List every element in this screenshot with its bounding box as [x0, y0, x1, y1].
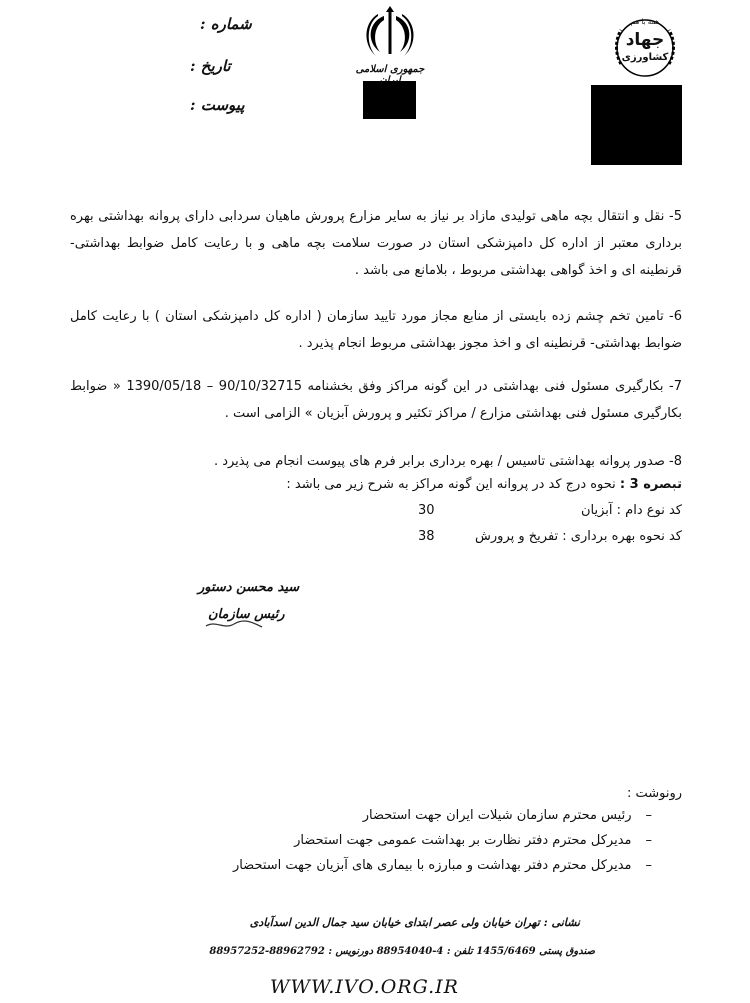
signatory-name: سید محسن دستور — [198, 580, 300, 595]
attachment-label: پیوست : — [190, 96, 245, 114]
iran-emblem — [350, 6, 430, 80]
code2-value: 38 — [418, 529, 435, 544]
cc-label: رونوشت : — [626, 786, 682, 801]
redaction-box — [363, 81, 416, 119]
emblem-caption: جمهوری اسلامی — [355, 64, 425, 75]
logo-top-text: همه با هم — [630, 18, 660, 26]
paragraph-5: 5- نقل و انتقال بچه ماهی تولیدی مازاد بر نیاز به سایر مزارع پرورش ماهیان سردابی دارای پروانه بهداشتی بهره برداری معتبر از اداره کل دامپزشکی استان در صورت سلامت بچه ماهی و با رعایت کامل ضوابط بهداشتی- قرنطینه ای و اخذ گواهی بهداشتی مربوط ، بلامانع می باشد . — [70, 209, 682, 278]
note-label: تبصره 3 : — [619, 477, 682, 492]
cc-item-text: مدیرکل محترم دفتر نظارت بر بهداشت عمومی جهت استحضار — [294, 833, 632, 848]
cc-item — [233, 858, 652, 873]
footer-phone: صندوق پستی 1455/6469 تلفن : 4-88954040 دورنویس : 88962792-88957252 — [209, 946, 595, 957]
signatory-title: رئیس سازمان — [208, 607, 285, 622]
cc-item-text: مدیرکل محترم دفتر بهداشت و مبارزه با بیماری های آبزیان جهت استحضار — [232, 858, 632, 873]
paragraph-8: 8- صدور پروانه بهداشتی تاسیس / بهره برداری برابر فرم های پیوست انجام می پذیرد . — [213, 454, 682, 469]
cc-item — [294, 833, 652, 848]
redaction-box — [591, 85, 682, 165]
cc-item — [363, 808, 652, 823]
note-text: نحوه درج کد در پروانه این گونه مراکز به شرح زیر می باشد : — [286, 477, 620, 492]
code2-label: کد نحوه بهره برداری : تفریخ و پرورش — [475, 529, 682, 544]
signature-scribble — [204, 618, 264, 632]
footer-website[interactable]: WWW.IVO.ORG.IR — [270, 976, 459, 998]
paragraph-6: 6- تامین تخم چشم زده بایستی از منابع مجاز مورد تایید سازمان ( اداره کل دامپزشکی استان ) با رعایت کامل ضوابط بهداشتی- قرنطینه ای و اخذ مجوز بهداشتی مربوط انجام پذیرد . — [70, 309, 682, 351]
bullet-dash: – — [645, 858, 652, 873]
logo-main-text: جهاد — [625, 30, 665, 50]
number-label: شماره : — [200, 15, 252, 33]
cc-item-text: رئیس محترم سازمان شیلات ایران جهت استحضار — [362, 808, 632, 823]
footer-address: نشانی : تهران خیابان ولی عصر ابتدای خیابان سید جمال الدین اسدآبادی — [249, 916, 580, 929]
logo-sub-text: کشاورزی — [621, 52, 669, 63]
code1-value: 30 — [418, 503, 435, 518]
jihad-logo — [605, 10, 685, 80]
emblem-icon — [350, 6, 430, 58]
code1-label: کد نوع دام : آبزیان — [581, 503, 682, 518]
paragraph-7: 7- بکارگیری مسئول فنی بهداشتی در این گونه مراکز وفق بخشنامه 90/10/32715 – 1390/05/18 « ضوابط بکارگیری مسئول فنی بهداشتی مزارع / مراکز تکثیر و پرورش آبزیان » الزامی است . — [70, 379, 683, 421]
note-line — [286, 477, 682, 492]
bullet-dash: – — [645, 833, 652, 848]
date-label: تاریخ : — [190, 57, 231, 75]
bullet-dash: – — [645, 808, 652, 823]
